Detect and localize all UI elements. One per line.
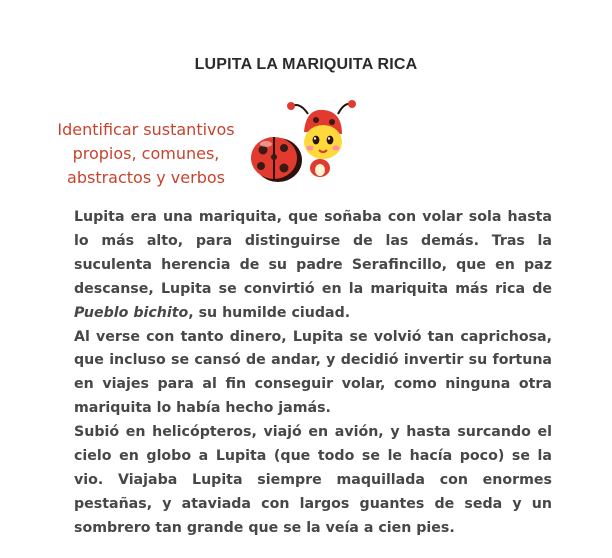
instruction-note bbox=[28, 118, 264, 190]
instruction-line: abstractos y verbos bbox=[67, 168, 225, 187]
ladybug-body bbox=[251, 137, 302, 182]
ladybug-illustration-icon bbox=[244, 98, 356, 198]
instruction-line: propios, comunes, bbox=[72, 144, 220, 163]
story-paragraph: Subió en helicópteros, viajó en avión, y hasta surcando el cielo en globo a Lupita (que todo se le hacía poco) se la vio. Viajaba Lupita siempre maquillada con enormes pestañas, y ataviada con largos guantes de seda y un sombrero tan grande que se la veía a cien pies. bbox=[74, 424, 552, 536]
page-title: LUPITA LA MARIQUITA RICA bbox=[194, 56, 418, 73]
place-name: Pueblo bichito bbox=[74, 304, 189, 321]
story-paragraph: Lupita era una mariquita, que soñaba con volar sola hasta lo más alto, para distinguirse de las demás. Tras la suculenta herencia de su padre Serafincillo, que en paz descanse, Lupita se convirtió en la mariquita más rica de Pueblo bichito, su humilde ciudad. bbox=[74, 209, 552, 321]
story-paragraph: Al verse con tanto dinero, Lupita se volvió tan caprichosa, que incluso se cansó de andar, y decidió invertir su fortuna en viajes para al fin conseguir volar, como ninguna otra mariquita lo había hecho jamás. bbox=[74, 328, 552, 417]
story-text bbox=[74, 206, 552, 541]
instruction-line: Identificar sustantivos bbox=[57, 120, 235, 139]
